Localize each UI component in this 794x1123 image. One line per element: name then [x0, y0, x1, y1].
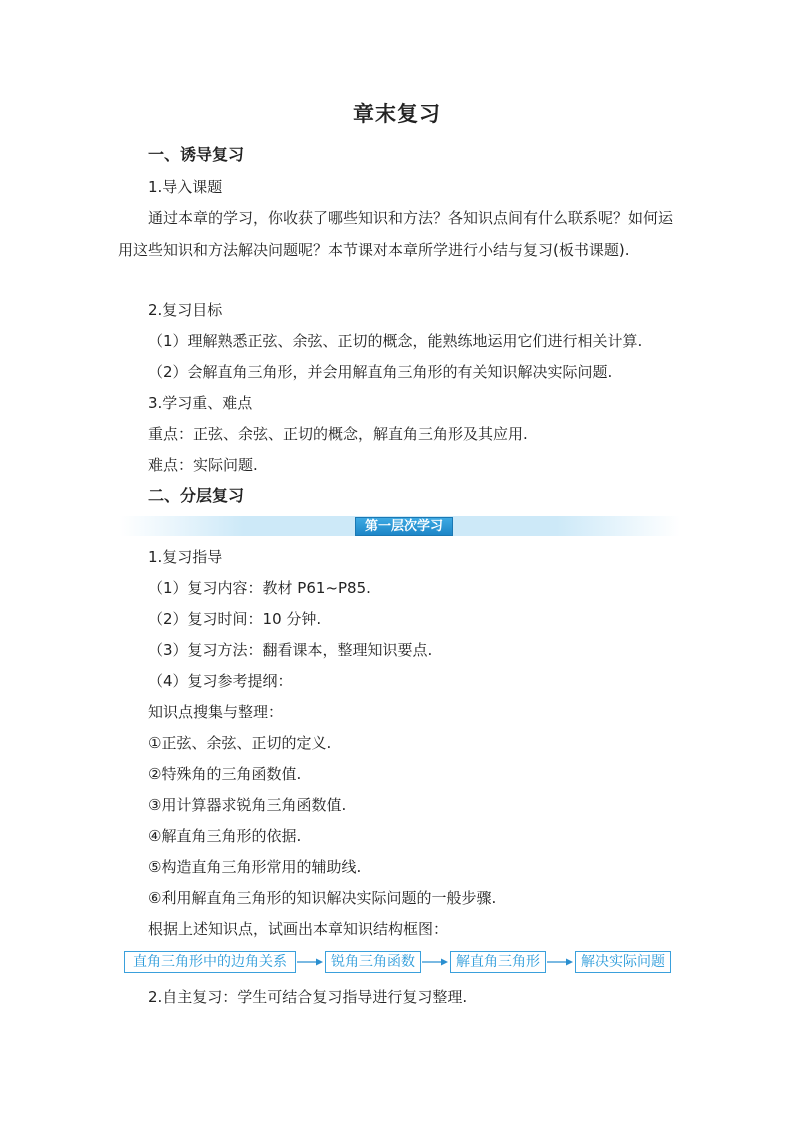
knowledge-point: ⑥利用解直角三角形的知识解决实际问题的一般步骤. — [148, 889, 497, 907]
flow-box-trig-functions: 锐角三角函数 — [325, 951, 421, 973]
guide-item: （4）复习参考提纲： — [148, 672, 293, 690]
flow-arrow-icon — [546, 956, 574, 968]
flow-arrow-icon — [296, 956, 324, 968]
page-title: 章末复习 — [353, 102, 441, 126]
goal-item: （2）会解直角三角形，并会用解直角三角形的有关知识解决实际问题. — [148, 363, 613, 381]
flow-box-practical-problems: 解决实际问题 — [575, 951, 671, 973]
knowledge-point: ⑤构造直角三角形常用的辅助线. — [148, 858, 362, 876]
guide-item: （2）复习时间：10 分钟. — [148, 610, 322, 628]
level-banner-label: 第一层次学习 — [355, 517, 453, 536]
knowledge-point: ①正弦、余弦、正切的定义. — [148, 734, 332, 752]
diagram-prompt: 根据上述知识点，试画出本章知识结构框图： — [148, 920, 449, 938]
knowledge-point: ④解直角三角形的依据. — [148, 827, 302, 845]
difficult-point-text: 难点：实际问题. — [148, 456, 258, 474]
self-review-text: 2.自主复习：学生可结合复习指导进行复习整理. — [148, 988, 468, 1006]
flow-box-side-angle-relations: 直角三角形中的边角关系 — [124, 951, 296, 973]
key-point-text: 重点：正弦、余弦、正切的概念，解直角三角形及其应用. — [148, 425, 528, 443]
subheading-goals: 2.复习目标 — [148, 301, 223, 319]
flow-box-solve-right-triangle: 解直角三角形 — [450, 951, 546, 973]
level-banner — [120, 516, 680, 536]
knowledge-point: ②特殊角的三角函数值. — [148, 765, 302, 783]
guide-item: （1）复习内容：教材 P61~P85. — [148, 579, 371, 597]
guide-item: （3）复习方法：翻看课本，整理知识要点. — [148, 641, 433, 659]
intro-paragraph: 通过本章的学习，你收获了哪些知识和方法？各知识点间有什么联系呢？如何运用这些知识和方法解决问题呢？本节课对本章所学进行小结与复习(板书课题). — [118, 209, 674, 259]
section-heading-layered-review: 二、分层复习 — [148, 486, 245, 505]
subheading-intro: 1.导入课题 — [148, 178, 223, 196]
subheading-guide: 1.复习指导 — [148, 548, 223, 566]
knowledge-point: ③用计算器求锐角三角函数值. — [148, 796, 347, 814]
section-heading-guided-review: 一、诱导复习 — [148, 145, 245, 164]
goal-item: （1）理解熟悉正弦、余弦、正切的概念，能熟练地运用它们进行相关计算. — [148, 332, 643, 350]
subheading-key-points: 3.学习重、难点 — [148, 394, 253, 412]
collect-heading: 知识点搜集与整理： — [148, 703, 284, 721]
flow-arrow-icon — [421, 956, 449, 968]
